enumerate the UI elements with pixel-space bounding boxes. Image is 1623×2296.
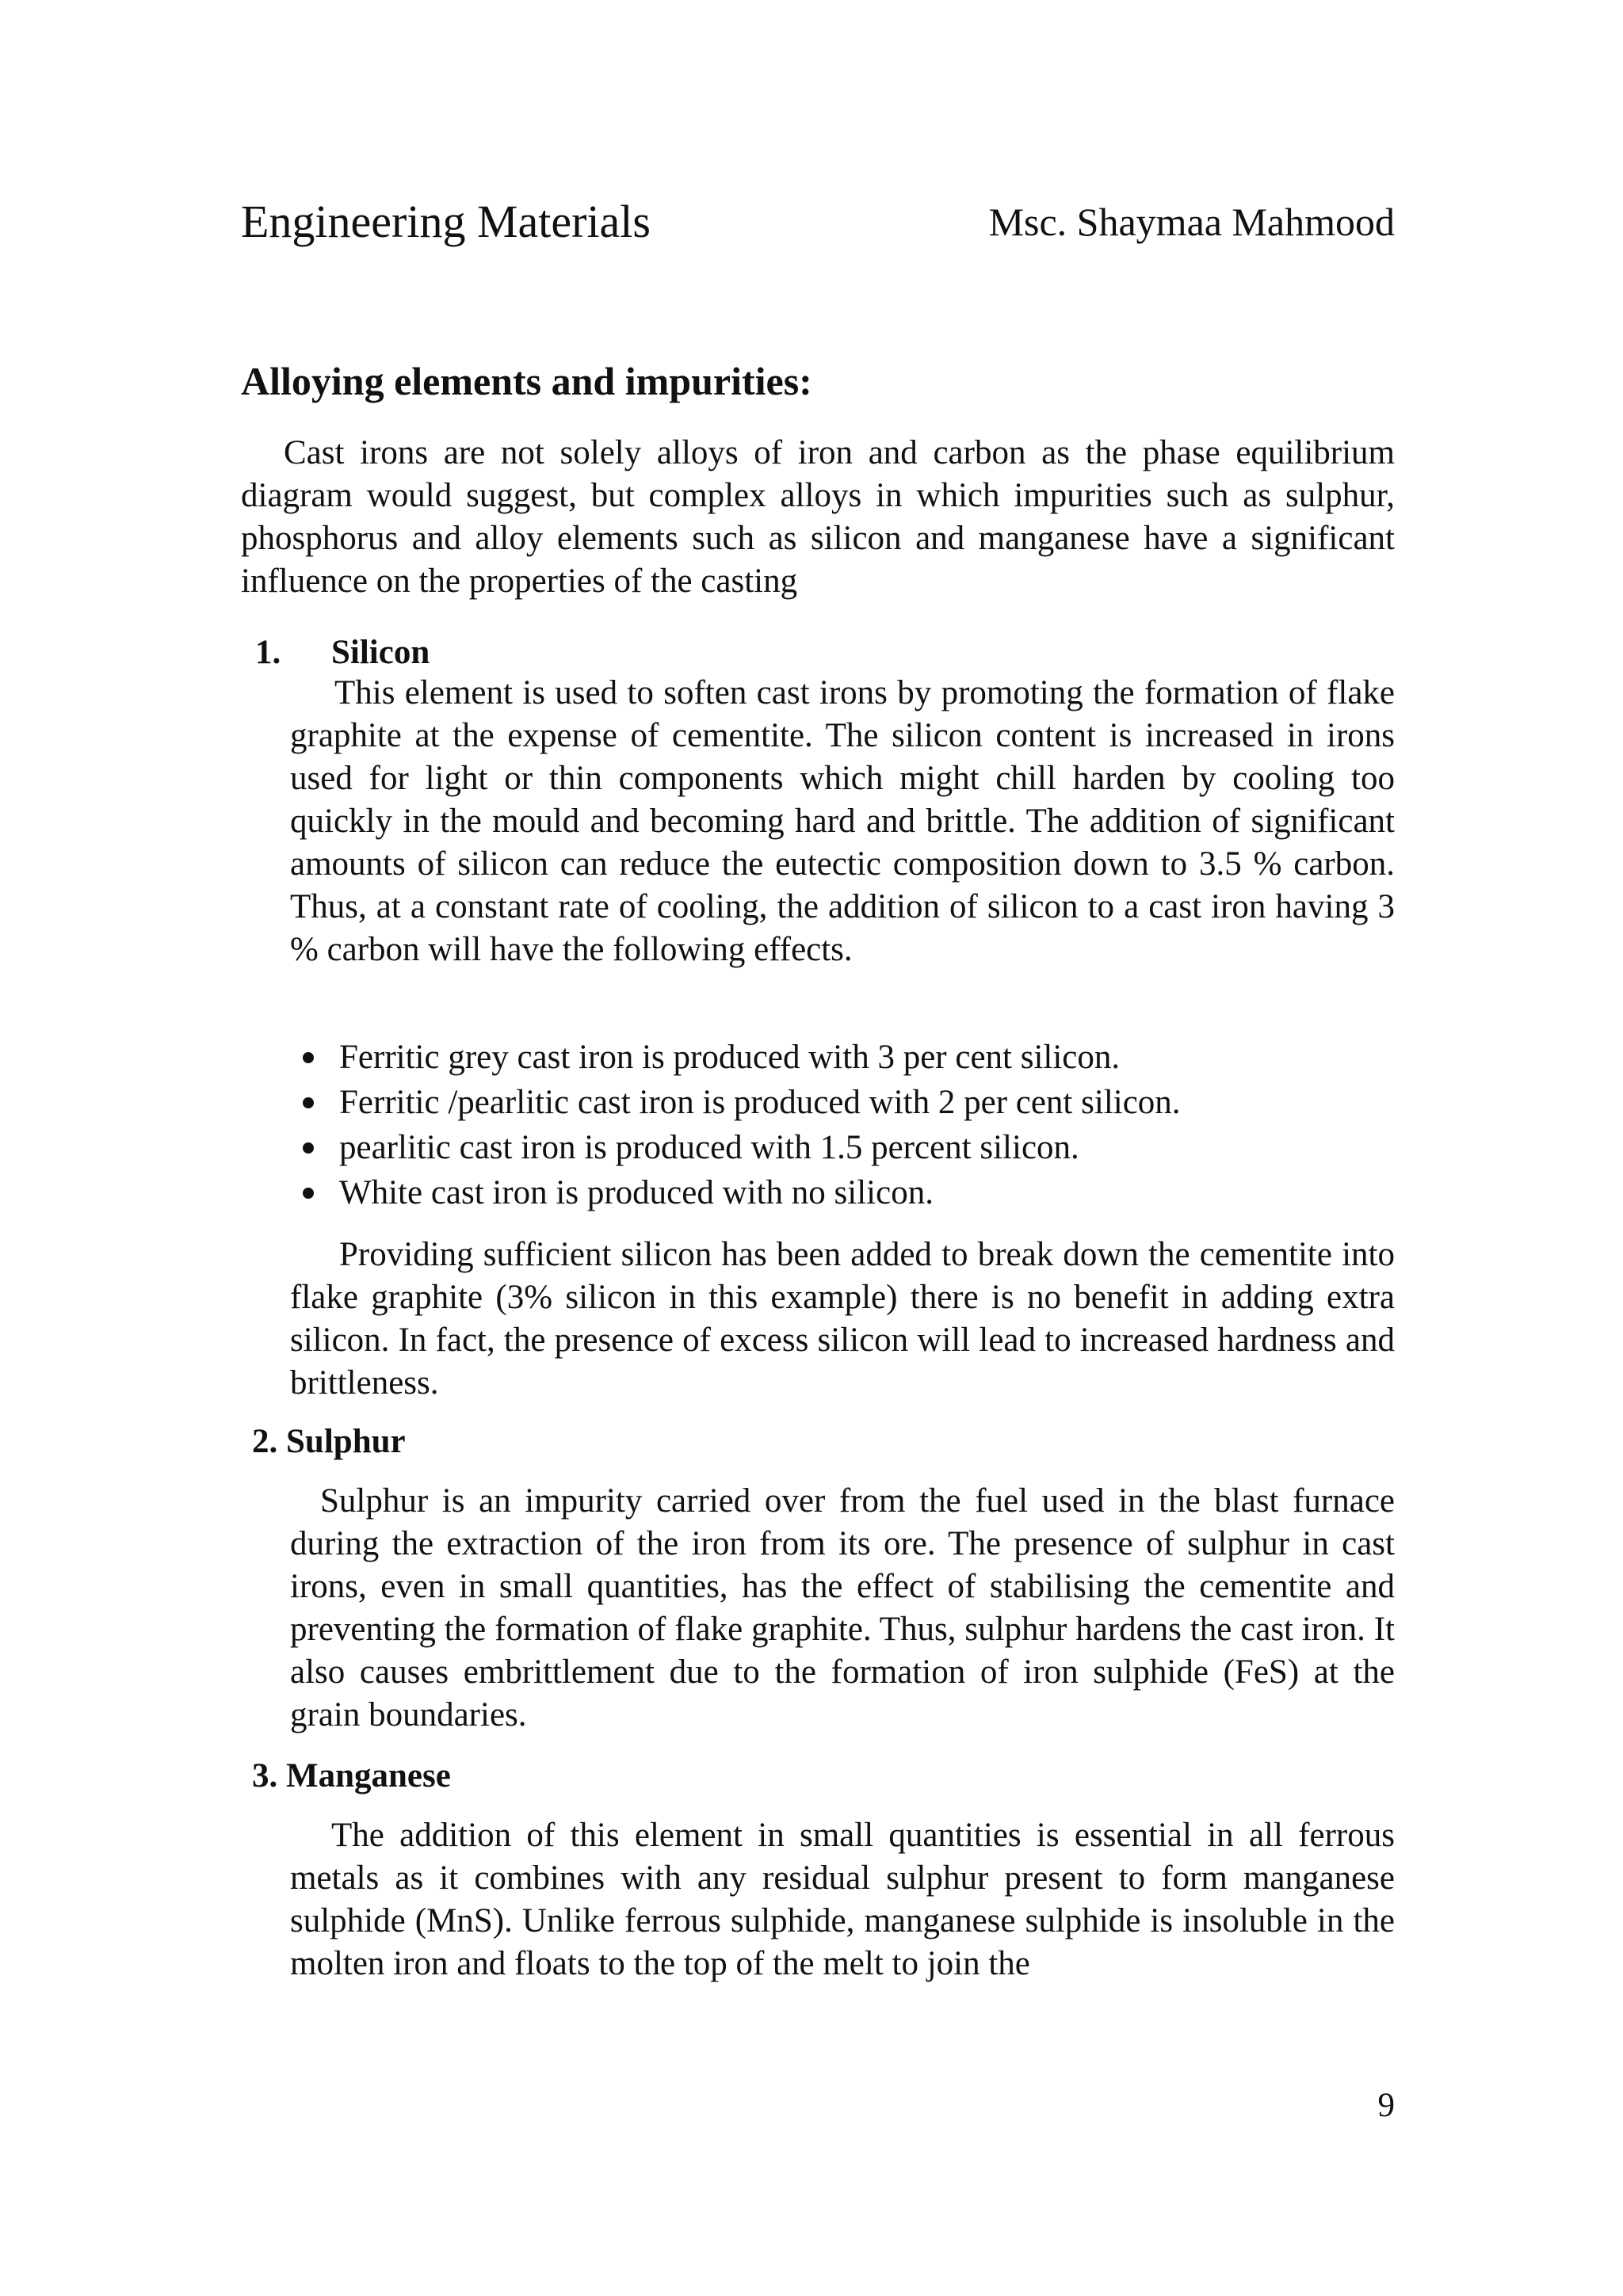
silicon-paragraph-2: Providing sufficient silicon has been added to break down the cementite into flake graphite (3% silicon in this example) there is no benefit in adding extra silicon. In fact, the presence of excess silicon will lead to increased hardness and brittleness. xyxy=(290,1236,1395,1402)
sulphur-paragraph: Sulphur is an impurity carried over from the fuel used in the blast furnace during the extraction of the iron from its ore. The presence of sulphur in cast irons, even in small quantities, has the effect of stabilising the cementite and preventing the formation of flake graphite. Thus, sulphur hardens the cast iron. It also causes embrittlement due to the formation of iron sulphide (FeS) at the grain boundaries. xyxy=(290,1482,1395,1733)
list-item xyxy=(301,1035,1395,1080)
manganese-paragraph: The addition of this element in small quantities is essential in all ferrous metals as it combines with any residual sulphur present to form manganese sulphide (MnS). Unlike ferrous sulphide, manganese sulphide is insoluble in the molten iron and floats to the top of the melt to join the xyxy=(290,1817,1395,1982)
list-item-text: Ferritic grey cast iron is produced with 3 per cent silicon. xyxy=(339,1039,1121,1076)
silicon-heading xyxy=(255,631,430,675)
list-item-text: White cast iron is produced with no silicon. xyxy=(339,1174,934,1211)
page-header xyxy=(241,190,1395,254)
silicon-heading-number: 1. xyxy=(255,634,281,671)
list-item xyxy=(301,1125,1395,1170)
page-number: 9 xyxy=(1377,2087,1395,2124)
silicon-paragraph: This element is used to soften cast irons by promoting the formation of flake graphite at the expense of cementite. The silicon content is increased in irons used for light or thin components which might chill harden by cooling too quickly in the mould and becoming hard and brittle. The addition of significant amounts of silicon can reduce the eutectic composition down to 3.5 % carbon. Thus, at a constant rate of cooling, the addition of silicon to a cast iron having 3 % carbon will have the following effects. xyxy=(290,674,1395,968)
bullet-icon xyxy=(303,1097,314,1108)
silicon-effects-list xyxy=(301,1035,1395,1215)
bullet-icon xyxy=(303,1052,314,1063)
list-item xyxy=(301,1080,1395,1125)
course-title: Engineering Materials xyxy=(241,196,651,247)
intro-paragraph: Cast irons are not solely alloys of iron and carbon as the phase equilibrium diagram would suggest, but complex alloys in which impurities such as sulphur, phosphorus and alloy elements such as silicon and manganese have a significant influence on the properties of the casting xyxy=(241,434,1395,600)
manganese-heading: 3. Manganese xyxy=(252,1757,451,1794)
section-title: Alloying elements and impurities: xyxy=(241,359,812,403)
sulphur-heading: 2. Sulphur xyxy=(252,1423,406,1460)
list-item-text: pearlitic cast iron is produced with 1.5 percent silicon. xyxy=(339,1129,1079,1166)
bullet-icon xyxy=(303,1142,314,1154)
silicon-heading-text: Silicon xyxy=(331,634,430,671)
list-item xyxy=(301,1170,1395,1215)
author-name: Msc. Shaymaa Mahmood xyxy=(988,200,1395,244)
list-item-text: Ferritic /pearlitic cast iron is produced with 2 per cent silicon. xyxy=(339,1084,1181,1121)
bullet-icon xyxy=(303,1188,314,1199)
